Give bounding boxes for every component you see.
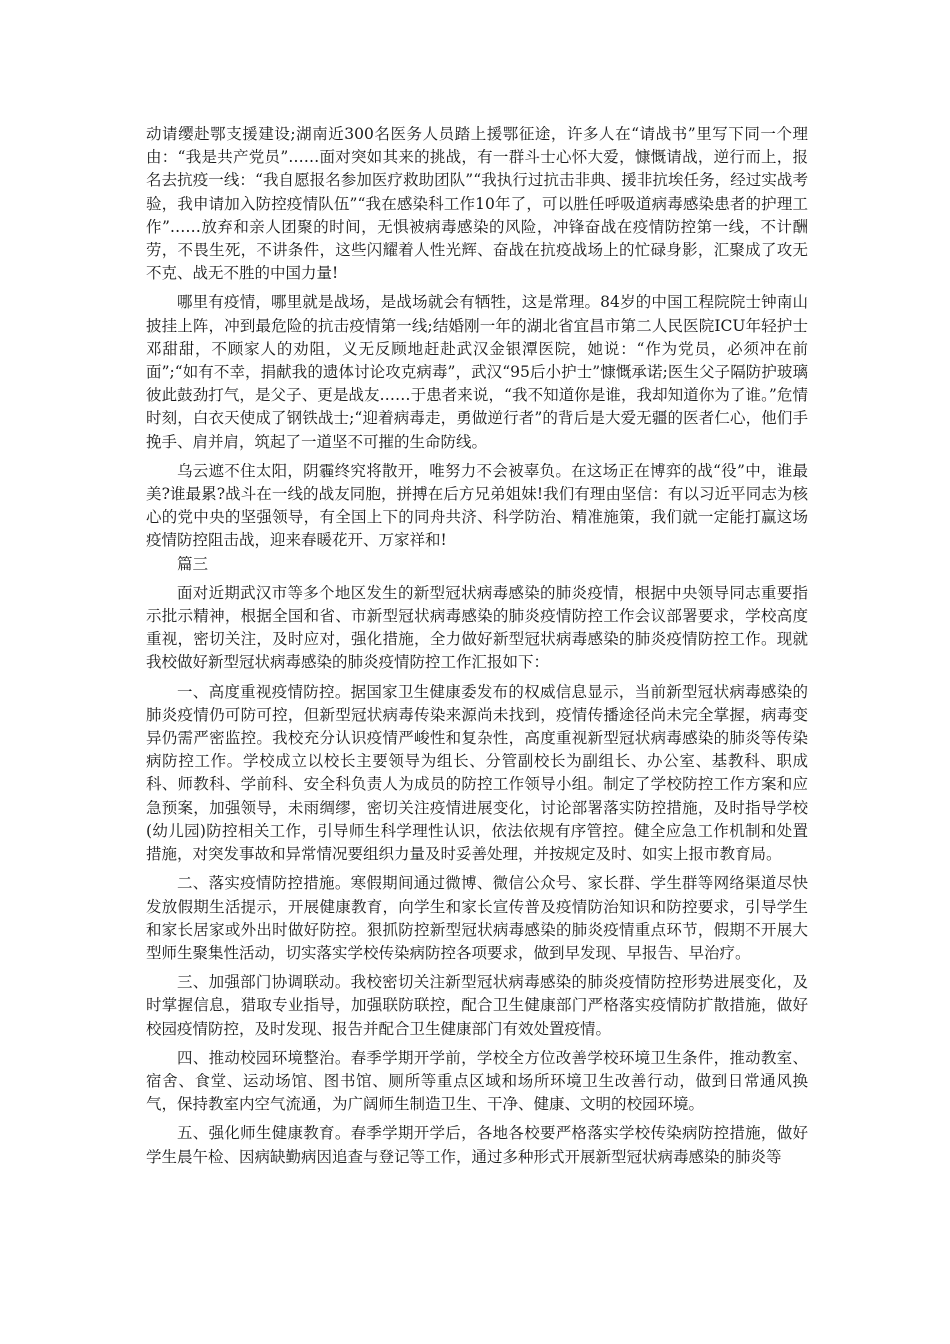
paragraph-sunshine: 乌云遮不住太阳，阴霾终究将散开，唯努力不会被辜负。在这场正在博弈的战“役”中，谁最美?谁最累?战斗在一线的战友同胞，拼搏在后方兄弟姐妹!我们有理由坚信：有以习近平同志为核心的党中央的坚强领导，有全国上下的同舟共济、科学防治、精准施策，我们就一定能打赢这场疫情防控阻击战，迎来春暖花开、万家祥和! [146, 461, 808, 550]
section-heading: 篇三 [177, 554, 209, 573]
paragraph-item-1: 一、高度重视疫情防控。据国家卫生健康委发布的权威信息显示，当前新型冠状病毒感染的肺炎疫情仍可防可控，但新型冠状病毒传染来源尚未找到，疫情传播途径尚未完全掌握，病毒变异仍需严密监控。我校充分认识疫情严峻性和复杂性，高度重视新型冠状病毒感染的肺炎等传染病防控工作。学校成立以校长主要领导为组长、分管副校长为副组长、办公室、基教科、职成科、师教科、学前科、安全科负责人为成员的防控工作领导小组。制定了学校防控工作方案和应急预案，加强领导，未雨绸缪，密切关注疫情进展变化，讨论部署落实防控措施，及时指导学校(幼儿园)防控相关工作，引导师生科学理性认识，依法依规有序管控。健全应急工作机制和处置措施，对突发事故和异常情况要组织力量及时妥善处理，并按规定及时、如实上报市教育局。 [146, 682, 808, 864]
paragraph-item-4: 四、推动校园环境整治。春季学期开学前，学校全方位改善学校环境卫生条件，推动教室、宿舍、食堂、运动场馆、图书馆、厕所等重点区域和场所环境卫生改善行动，做到日常通风换气，保持教室内空气流通，为广阔师生制造卫生、干净、健康、文明的校园环境。 [146, 1048, 808, 1114]
paragraph-continuation: 动请缨赴鄂支援建设;湖南近300名医务人员踏上援鄂征途，许多人在“请战书”里写下同一个理由：“我是共产党员”……面对突如其来的挑战，有一群斗士心怀大爱，慷慨请战，逆行而上，报名去抗疫一线：“我自愿报名参加医疗救助团队”“我执行过抗击非典、援非抗埃任务，经过实战考验，我申请加入防控疫情队伍”“我在感染科工作10年了，可以胜任呼吸道病毒感染患者的护理工作”……放弃和亲人团聚的时间，无惧被病毒感染的风险，冲锋奋战在疫情防控第一线，不计酬劳，不畏生死，不讲条件，这些闪耀着人性光辉、奋战在抗疫战场上的忙碌身影，汇聚成了攻无不克、战无不胜的中国力量! [146, 125, 808, 283]
paragraph-intro: 面对近期武汉市等多个地区发生的新型冠状病毒感染的肺炎疫情，根据中央领导同志重要指示批示精神，根据全国和省、市新型冠状病毒感染的肺炎疫情防控工作会议部署要求，学校高度重视，密切关注，及时应对，强化措施，全力做好新型冠状病毒感染的肺炎疫情防控工作。现就我校做好新型冠状病毒感染的肺炎疫情防控工作汇报如下： [146, 583, 808, 672]
paragraph-battlefield: 哪里有疫情，哪里就是战场，是战场就会有牺牲，这是常理。84岁的中国工程院院士钟南山披挂上阵，冲到最危险的抗击疫情第一线;结婚刚一年的湖北省宜昌市第二人民医院ICU年轻护士邓甜甜，不顾家人的劝阻，义无反顾地赶赴武汉金银潭医院，她说：“作为党员，必须冲在前面”;“如有不幸，捐献我的遗体讨论攻克病毒”，武汉“95后小护士”慷慨承诺;医生父子隔防护玻璃彼此鼓劲打气，是父子、更是战友……于患者来说，“我不知道你是谁，我却知道你为了谁。”危情时刻，白衣天使成了钢铁战士;“迎着病毒走，勇做逆行者”的背后是大爱无疆的医者仁心，他们手挽手、肩并肩，筑起了一道坚不可摧的生命防线。 [146, 293, 808, 451]
document-body [146, 123, 808, 1169]
paragraph-item-2: 二、落实疫情防控措施。寒假期间通过微博、微信公众号、家长群、学生群等网络渠道尽快发放假期生活提示，开展健康教育，向学生和家长宣传普及疫情防治知识和防控要求，引导学生和家长居家或外出时做好防控。狠抓防控新型冠状病毒感染的肺炎疫情重点环节，假期不开展大型师生聚集性活动，切实落实学校传染病防控各项要求，做到早发现、早报告、早治疗。 [146, 874, 808, 962]
paragraph-item-5: 五、强化师生健康教育。春季学期开学后，各地各校要严格落实学校传染病防控措施，做好学生晨午检、因病缺勤病因追查与登记等工作，通过多种形式开展新型冠状病毒感染的肺炎等 [146, 1124, 808, 1166]
paragraph-item-3: 三、加强部门协调联动。我校密切关注新型冠状病毒感染的肺炎疫情防控形势进展变化，及时掌握信息，猎取专业指导，加强联防联控，配合卫生健康部门严格落实疫情防扩散措施，做好校园疫情防控，及时发现、报告并配合卫生健康部门有效处置疫情。 [146, 973, 808, 1038]
